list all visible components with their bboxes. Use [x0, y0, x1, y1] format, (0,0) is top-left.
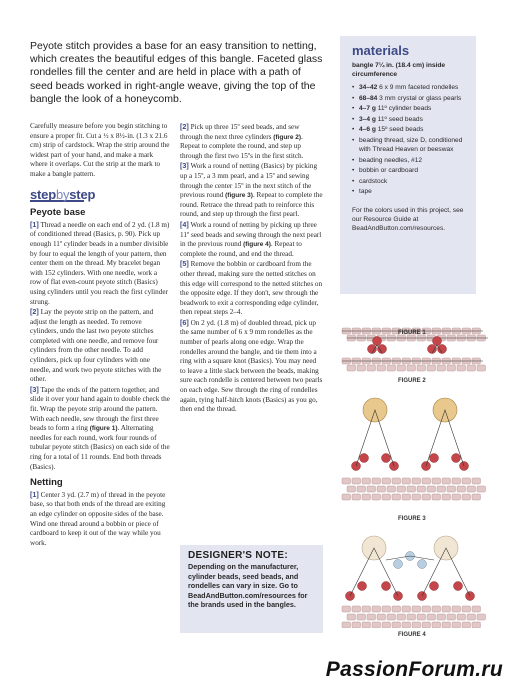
figure-3-diagram — [338, 388, 488, 502]
materials-size: bangle 7¼ in. (18.4 cm) inside circumference — [352, 62, 446, 78]
cylinder-bead — [427, 614, 436, 620]
figure-1-label: FIGURE 1 — [398, 330, 426, 336]
cylinder-bead — [347, 365, 356, 371]
netting-step-6-paragraph: [6] On 2 yd. (1.8 m) of doubled thread, pick up the same number of 6 x 9 mm rondelles as the number of pearls along one edge. Wrap the rondelles around the bangle, and tie them into a ring with a square knot (Basics). You may need to leave a little slack between the beads, making sure each rondelle is centered between two pearls on each edge. Sew through the ring of rondelles again, tying half-hitch knots (Basics) as you go, then end the thread. — [180, 317, 323, 414]
cylinder-bead — [477, 486, 486, 492]
column-left — [30, 122, 170, 548]
cylinder-bead — [477, 614, 486, 620]
cylinder-bead — [382, 622, 391, 628]
step-1-paragraph: [1] Thread a needle on each end of 2 yd. (1.8 m) of conditioned thread (Basics, p. 90). Pick up enough 11º cylinder beads in a number divisible by four to equal the length of your pattern, then center them on the thread. My bracelet began with 152 cylinders. With one needle, work a row of flat even-count peyote stitch (Basics) using cylinders until you reach the first cylinder strung. — [30, 219, 170, 306]
netting-step-2-paragraph: [2] Pick up three 15º seed beads, and sew through the next three cylinders (figure 2). Repeat to complete the round, and step up through the first two 15ºs in the first stitch. — [180, 122, 304, 160]
materials-item: • 34–42 6 x 9 mm faceted rondelles — [352, 83, 468, 92]
materials-item: • 4–6 g 15º seed beads — [352, 125, 468, 134]
cylinder-bead — [392, 478, 401, 484]
figure-4-diagram — [338, 534, 488, 628]
materials-note: For the colors used in this project, see our Resource Guide at BeadAndButton.com/resources. — [352, 207, 464, 233]
netting-step-5-paragraph: [5] Remove the bobbin or cardboard from the other thread, making sure the netted stitches on this edge will correspond to the netted stitches on the opposite edge. If they don't, sew through the beadwork to exit a corresponding edge cylinder, then repeat steps 2–4. — [180, 259, 323, 317]
seed-bead — [430, 454, 439, 463]
cylinder-bead — [437, 486, 446, 492]
cylinder-bead — [457, 614, 466, 620]
cylinder-bead — [472, 494, 481, 500]
figure-3-svg — [338, 388, 488, 502]
cylinder-bead — [412, 606, 421, 612]
lead-paragraph: Carefully measure before you begin stitching to ensure a proper fit. Cut a ½ x 8½-in. (1.3 x 21.6 cm) strip of cardstock. Wrap the strip around the widest part of your hand, and make a mark where it overlaps. Cut the strip at the mark to make a bangle pattern. — [30, 122, 170, 178]
cylinder-bead — [347, 486, 356, 492]
cylinder-bead — [437, 614, 446, 620]
cylinder-bead — [462, 478, 471, 484]
figure-2-diagram — [338, 336, 488, 376]
cylinder-bead — [382, 494, 391, 500]
cylinder-bead — [402, 478, 411, 484]
cylinder-bead — [402, 622, 411, 628]
seed-bead — [418, 560, 427, 569]
cylinder-bead — [367, 614, 376, 620]
cylinder-bead — [462, 622, 471, 628]
seed-bead — [378, 345, 387, 354]
materials-item: • beading thread, size D, conditioned with Thread Heaven or beeswax — [352, 136, 468, 154]
cylinder-bead — [387, 365, 396, 371]
step-by-step-logo: stepbystep — [30, 186, 96, 202]
thread-path — [356, 410, 464, 466]
materials-box — [340, 36, 476, 294]
netting-step-4-paragraph: [4] Work a round of netting by picking up three 11º seed beads and sewing through the next pearl in the previous round (figure 4). Repeat to complete the round, and end the thread. — [180, 219, 322, 258]
materials-item: • 3–4 g 11º seed beads — [352, 115, 468, 124]
intro-paragraph: Peyote stitch provides a base for an easy transition to netting, which creates the beautiful edges of this bangle. Faceted glass rondelles fill the center and are held in place with a path of seed beads worked in right-angle weave, giving the top of the bangle the look of a honeycomb. — [30, 40, 323, 105]
cylinder-bead — [362, 494, 371, 500]
cylinder-bead — [457, 486, 466, 492]
cylinder-bead — [397, 486, 406, 492]
cylinder-bead — [462, 606, 471, 612]
cylinder-bead — [382, 478, 391, 484]
cylinder-bead — [347, 614, 356, 620]
seed-bead — [373, 337, 382, 346]
cylinder-bead — [452, 606, 461, 612]
cylinder-bead — [417, 486, 426, 492]
materials-item: • 68–84 3 mm crystal or glass pearls — [352, 94, 468, 103]
cylinder-bead — [377, 614, 386, 620]
cylinder-bead — [392, 622, 401, 628]
figure-4-svg — [338, 534, 488, 628]
netting-step-3-paragraph: [3] Work a round of netting (Basics) by picking up a 15º, a 3 mm pearl, and a 15º and sewing through the center 15º in the next stitch of the previous round (figure 3). Repeat to complete the round. Retrace the thread path to reinforce this round, and step up through the first pearl. — [180, 161, 323, 219]
seed-bead — [452, 454, 461, 463]
cylinder-bead — [367, 486, 376, 492]
watermark: PassionForum.ru — [325, 658, 503, 681]
cylinder-bead — [342, 622, 351, 628]
seed-bead — [394, 560, 403, 569]
cylinder-bead — [422, 622, 431, 628]
cylinder-bead — [472, 478, 481, 484]
cylinder-bead — [342, 494, 351, 500]
materials-item: • tape — [352, 187, 468, 196]
cylinder-bead — [372, 606, 381, 612]
cylinder-bead — [407, 486, 416, 492]
cylinder-bead — [352, 606, 361, 612]
seed-bead — [428, 345, 437, 354]
seed-bead — [454, 582, 463, 591]
materials-item: • bobbin or cardboard — [352, 166, 468, 175]
cylinder-bead — [447, 486, 456, 492]
cylinder-bead — [447, 614, 456, 620]
cylinder-bead — [467, 365, 476, 371]
cylinder-bead — [402, 494, 411, 500]
cylinder-bead — [442, 478, 451, 484]
designers-note-box — [180, 545, 323, 633]
cylinder-bead — [477, 365, 486, 371]
cylinder-bead — [442, 606, 451, 612]
peyote-base-heading: Peyote base — [30, 207, 86, 219]
step-2-paragraph: [2] Lay the peyote strip on the pattern, and adjust the length as needed. To remove cylinders, undo the last two peyote stitches completed with one needle, and remove four cylinders from the other needle. To add cylinders, pick up four cylinders with one needle, and work two peyote stitches with the other. — [30, 307, 162, 384]
cylinder-bead — [472, 622, 481, 628]
cylinder-bead — [422, 606, 431, 612]
cylinder-bead — [372, 622, 381, 628]
cylinder-bead — [417, 614, 426, 620]
materials-title: materials — [352, 43, 410, 58]
cylinder-bead — [392, 494, 401, 500]
figure-2-svg — [338, 336, 488, 376]
cylinder-bead — [467, 614, 476, 620]
cylinder-bead — [372, 494, 381, 500]
cylinder-bead — [407, 614, 416, 620]
cylinder-bead — [407, 365, 416, 371]
cylinder-bead — [427, 365, 436, 371]
cylinder-bead — [402, 606, 411, 612]
netting-step-1-paragraph: [1] Center 3 yd. (2.7 m) of thread in the peyote base, so that both ends of the thread are exiting an edge cylinder on opposite sides of the base. Wind one thread around a bobbin or piece of cardboard to keep it out of the way while you work. — [30, 489, 166, 547]
cylinder-bead — [352, 622, 361, 628]
seed-bead — [368, 345, 377, 354]
cylinder-bead — [432, 494, 441, 500]
cylinder-bead — [387, 614, 396, 620]
cylinder-bead — [397, 614, 406, 620]
cylinder-bead — [362, 606, 371, 612]
designers-note-text: Depending on the manufacturer, cylinder beads, seed beads, and rondelles can vary in size. Go to BeadAndButton.com/resources for the brands used in the bangles. — [188, 562, 308, 610]
cylinder-bead — [442, 622, 451, 628]
seed-bead — [382, 582, 391, 591]
cylinder-bead — [362, 622, 371, 628]
figure-3-label: FIGURE 3 — [398, 516, 426, 522]
seed-bead — [438, 345, 447, 354]
cylinder-bead — [472, 606, 481, 612]
cylinder-bead — [432, 606, 441, 612]
cylinder-bead — [367, 365, 376, 371]
cylinder-bead — [452, 622, 461, 628]
cylinder-bead — [412, 494, 421, 500]
cylinder-bead — [362, 478, 371, 484]
seed-bead — [430, 582, 439, 591]
cylinder-bead — [457, 365, 466, 371]
cylinder-bead — [342, 606, 351, 612]
materials-item: • 4–7 g 11º cylinder beads — [352, 104, 468, 113]
cylinder-bead — [387, 486, 396, 492]
figure-2-label: FIGURE 2 — [398, 378, 426, 384]
cylinder-bead — [447, 365, 456, 371]
cylinder-bead — [422, 478, 431, 484]
seed-bead — [382, 454, 391, 463]
figure-4-label: FIGURE 4 — [398, 632, 426, 638]
materials-item: • cardstock — [352, 177, 468, 186]
cylinder-bead — [357, 365, 366, 371]
cylinder-bead — [452, 478, 461, 484]
materials-list — [352, 83, 468, 196]
cylinder-bead — [432, 478, 441, 484]
column-middle — [180, 122, 323, 415]
cylinder-bead — [382, 606, 391, 612]
cylinder-bead — [352, 478, 361, 484]
cylinder-bead — [442, 494, 451, 500]
cylinder-bead — [377, 486, 386, 492]
cylinder-bead — [377, 365, 386, 371]
cylinder-bead — [417, 365, 426, 371]
designers-note-title: DESIGNER'S NOTE: — [188, 550, 288, 561]
cylinder-bead — [452, 494, 461, 500]
cylinder-bead — [342, 478, 351, 484]
step-3-paragraph: [3] Tape the ends of the pattern together, and slide it over your hand again to double check the fit. Wrap the peyote strip around the pattern. With each needle, sew through the first three beads to form a ring (figure 1). Alternating needles for each round, work four rounds of tubular peyote stitch (Basics) on each side of the ring for a total of 11 rounds. End both threads (Basics). — [30, 384, 170, 471]
cylinder-bead — [437, 365, 446, 371]
cylinder-bead — [357, 614, 366, 620]
cylinder-bead — [357, 486, 366, 492]
seed-bead — [360, 454, 369, 463]
cylinder-bead — [467, 486, 476, 492]
seed-bead — [433, 337, 442, 346]
cylinder-bead — [432, 622, 441, 628]
cylinder-bead — [392, 606, 401, 612]
seed-bead — [358, 582, 367, 591]
cylinder-bead — [412, 478, 421, 484]
netting-heading: Netting — [30, 477, 63, 489]
materials-item: • beading needles, #12 — [352, 156, 468, 165]
cylinder-bead — [422, 494, 431, 500]
cylinder-bead — [372, 478, 381, 484]
cylinder-bead — [397, 365, 406, 371]
cylinder-bead — [352, 494, 361, 500]
cylinder-bead — [462, 494, 471, 500]
cylinder-bead — [412, 622, 421, 628]
cylinder-bead — [427, 486, 436, 492]
